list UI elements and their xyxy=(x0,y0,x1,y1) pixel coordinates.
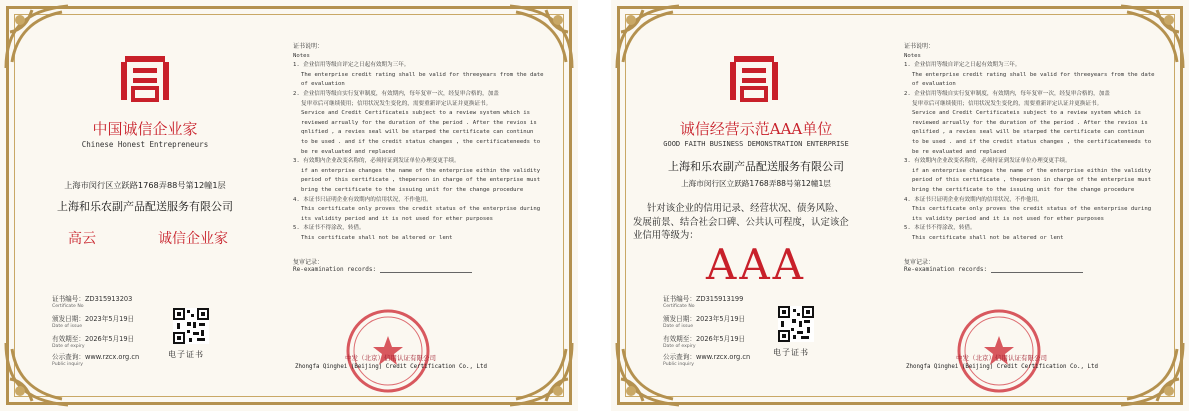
certificate-aaa-enterprise xyxy=(611,0,1189,411)
notes-heading: 证书说明： xyxy=(293,43,324,50)
certificate-notes: 证书说明： Notes 1. 企业信用等级自评定之日起有效期为三年。 The enterprise credit rating shall be valid for threeyears from the date of evaluation 2. 企业信用等级自实行复审制度，有效期内，每年复审一次，经复审合格的，加盖 复审章后可继续使用；信用状况发生变化的，需要重新评定认证并更换证书。 Service and Credit Certificateis subject to a review system which is reviewed arrually for the duration of the period . After the revios is qnlified , a revies seal will be starped the certificate can continun to be used . and if the credit status changes , the certificateneeds to be re evaluated and replaced 3. 有效期内企业改变名称的，必须持证到发证单位办理变更手续。 if an enterprise changes the name of the enterprise eithin the validity period of this certificate , theperson in charge of the enterprise must bring the certificate to the issuing unit for the change procedure 4. 本证书只证明企业有效期内的信用状况，不作他用。 This certificate only proves the credit status of the enterprise during its validity period and it is not used for ether purposes 5. 本证书不得涂改，转借。 This certificate shall not be altered or lent xyxy=(293,42,558,243)
company-address: 上海市闵行区立跃路1768弄88号第12幢1层 xyxy=(64,180,226,190)
certificate-notes-page xyxy=(896,0,1176,411)
certificate-title: 中国诚信企业家 xyxy=(92,120,198,138)
expiry-date: 有效期至：2026年5月19日 Date of expiry xyxy=(52,335,135,349)
certificate-title-en: GOOD FAITH BUSINESS DEMONSTRATION ENTERPRISE xyxy=(663,140,849,148)
certificate-front-page xyxy=(0,0,290,411)
company-name: 上海和乐农副产品配送服务有限公司 xyxy=(668,160,844,173)
issuer-name-cn: 中发（北京）信用认证有限公司 xyxy=(345,354,436,362)
reexam-label-en: Re-examination records: xyxy=(904,266,988,273)
certificate-logo-icon xyxy=(728,52,780,104)
qr-code-label: 电子证书 xyxy=(168,350,204,359)
issuer-name-en: Zhongfa Qinghei (Beijing) Credit Certification Co., Ltd xyxy=(295,364,487,370)
notes-heading: 证书说明： xyxy=(904,43,935,50)
reexam-label: 复审记录： xyxy=(904,259,935,266)
notes-heading-en: Notes xyxy=(904,52,921,59)
certificate-number: 证书编号：ZD315913203 Certificate No xyxy=(52,295,133,309)
reexam-label-en: Re-examination records: xyxy=(293,266,377,273)
issue-date: 颁发日期：2023年5月19日 Date of issue xyxy=(52,315,135,329)
evaluation-statement: 针对该企业的信用记录、经营状况、债务风险、 发展前景、结合社会口碑、公共认可程度，认定该企 业信用等级为： xyxy=(633,203,849,241)
notes-heading-en: Notes xyxy=(293,52,310,59)
credit-grade: AAA xyxy=(706,240,806,289)
red-seal-icon xyxy=(345,308,431,394)
certificate-notes: 证书说明： Notes 1. 企业信用等级自评定之日起有效期为三年。 The enterprise credit rating shall be valid for threeyears from the date of evaluation 2. 企业信用等级自实行复审制度，有效期内，每年复审一次，经复审合格的，加盖 复审章后可继续使用；信用状况发生变化的，需要重新评定认证并更换证书。 Service and Credit Certificateis subject to a review system which is reviewed arrually for the duration of the period . After the revios is qnlified , a revies seal will be starped the certificate can continun to be used . and if the credit status changes , the certificateneeds to be re evaluated and replaced 3. 有效期内企业改变名称的，必须持证到发证单位办理变更手续。 if an enterprise changes the name of the enterprise eithin the validity period of this certificate , theperson in charge of the enterprise must bring the certificate to the issuing unit for the change procedure 4. 本证书只证明企业有效期内的信用状况，不作他用。 This certificate only proves the credit status of the enterprise during its validity period and it is not used for ether purposes 5. 本证书不得涂改，转借。 This certificate shall not be altered or lent xyxy=(904,42,1169,243)
public-inquiry: 公示查询：www.rzcx.org.cn Public inquiry xyxy=(663,353,751,367)
reexam-blank xyxy=(991,272,1083,273)
certificate-title-en: Chinese Honest Entrepreneurs xyxy=(81,140,209,149)
certificate-notes-page xyxy=(285,0,565,411)
issue-date: 颁发日期：2023年5月19日 Date of issue xyxy=(663,315,746,329)
expiry-date: 有效期至：2026年5月19日 Date of expiry xyxy=(663,335,746,349)
qr-code-label: 电子证书 xyxy=(773,348,809,357)
reexam-records xyxy=(293,257,472,273)
honor-title: 诚信企业家 xyxy=(158,231,228,247)
reexam-blank xyxy=(380,272,472,273)
certificate-front-page xyxy=(611,0,901,411)
reexam-label: 复审记录： xyxy=(293,259,324,266)
company-name: 上海和乐农副产品配送服务有限公司 xyxy=(57,200,233,213)
certificate-title: 诚信经营示范AAA单位 xyxy=(679,120,833,138)
company-address: 上海市闵行区立跃路1768弄88号第12幢1层 xyxy=(681,179,831,188)
certificate-logo-icon xyxy=(119,52,171,104)
certificate-number: 证书编号：ZD315913199 Certificate No xyxy=(663,295,744,309)
public-inquiry: 公示查询：www.rzcx.org.cn Public inquiry xyxy=(52,353,140,367)
issuer-name-en: Zhongfa Qinghei (Beijing) Credit Certification Co., Ltd xyxy=(906,364,1098,370)
honoree-name: 高云 xyxy=(68,231,96,247)
qr-code-icon[interactable] xyxy=(778,306,814,342)
reexam-records xyxy=(904,257,1083,273)
issuer-name-cn: 中发（北京）信用认证有限公司 xyxy=(956,354,1047,362)
red-seal-icon xyxy=(956,308,1042,394)
certificate-honest-entrepreneur xyxy=(0,0,578,411)
qr-code-icon[interactable] xyxy=(173,308,209,344)
